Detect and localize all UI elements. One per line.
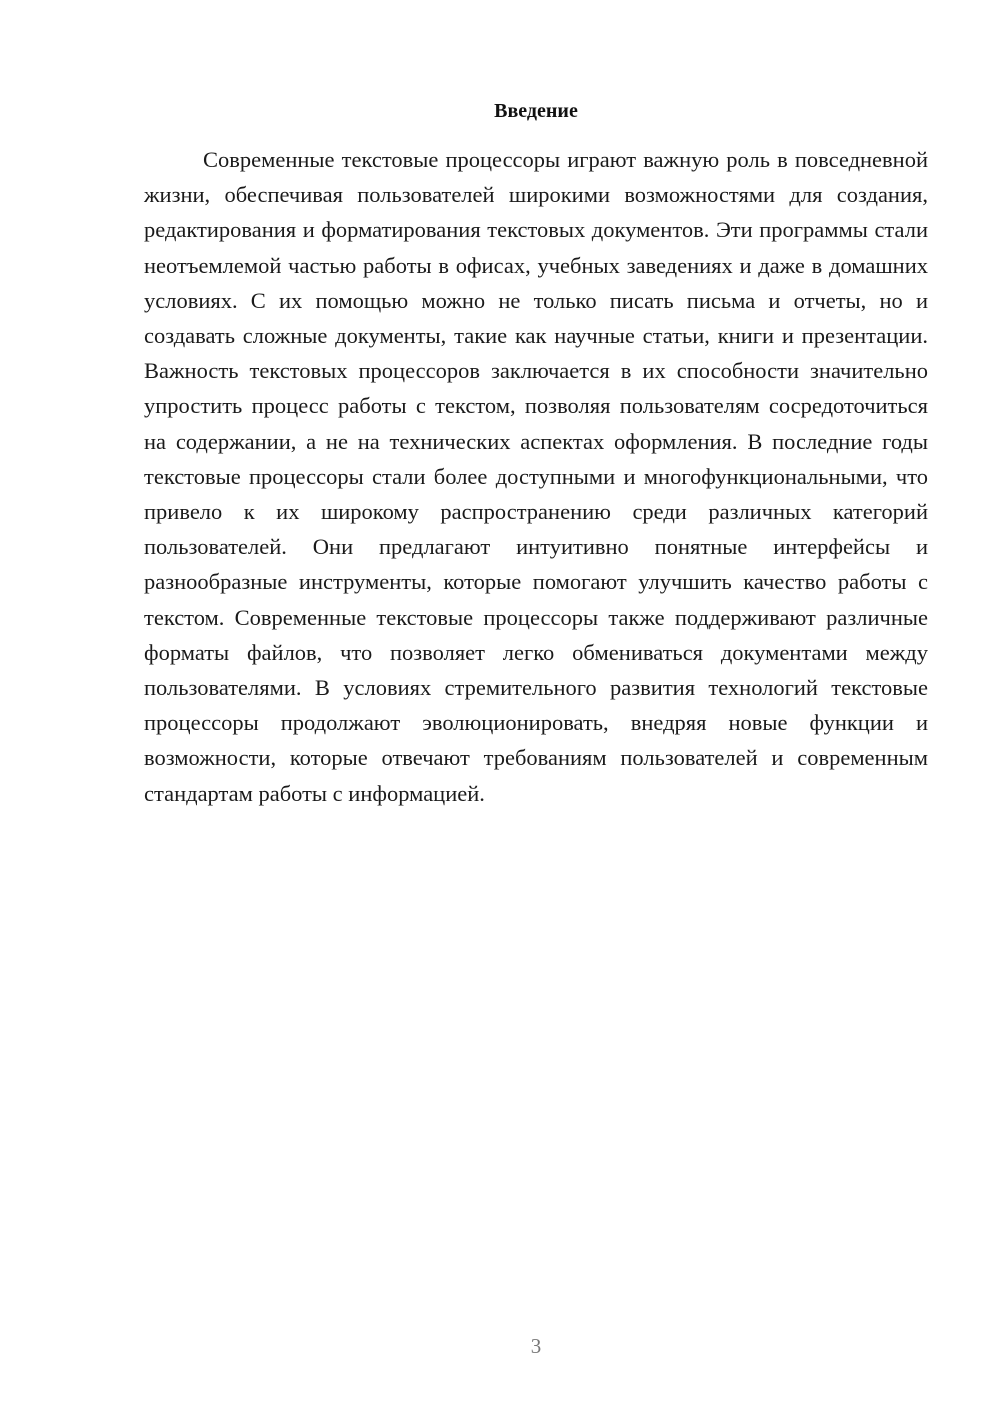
page-number: 3 (530, 1334, 542, 1358)
body-paragraph: Современные текстовые процессоры играют важную роль в повседневной жизни, обеспечивая пользователей широкими возможностями для создания, редактирования и форматирования текстовых документов. Эти программы стали неотъемлемой частью работы в офисах, учебных заведениях и даже в домашних условиях. С их помощью можно не только писать письма и отчеты, но и создавать сложные документы, такие как научные статьи, книги и презентации. Важность текстовых процессоров заключается в их способности значительно упростить процесс работы с текстом, позволяя пользователям сосредоточиться на содержании, а не на технических аспектах оформления. В последние годы текстовые процессоры стали более доступными и многофункциональными, что привело к их широкому распространению среди различных категорий пользователей. Они предлагают интуитивно понятные интерфейсы и разнообразные инструменты, которые помогают улучшить качество работы с текстом. Современные текстовые процессоры также поддерживают различные форматы файлов, что позволяет легко обмениваться документами между пользователями. В условиях стремительного развития технологий текстовые процессоры продолжают эволюционировать, внедряя новые функции и возможности, которые отвечают требованиям пользователей и современным стандартам работы с информацией. (144, 147, 928, 806)
page-title: Введение (494, 100, 578, 122)
